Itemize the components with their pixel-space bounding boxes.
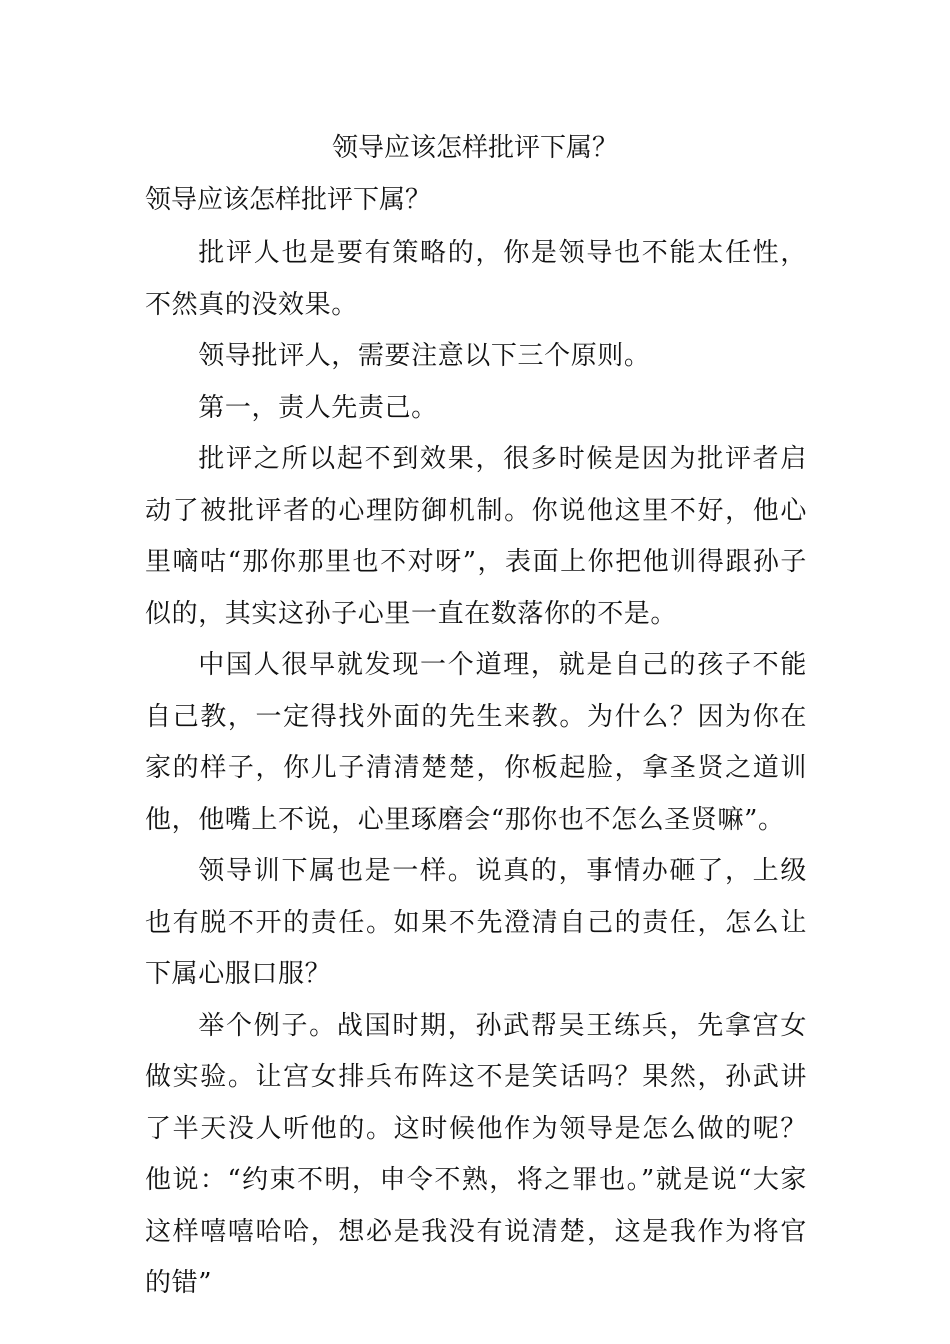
paragraph: 举个例子。战国时期，孙武帮吴王练兵，先拿宫女做实验。让宫女排兵布阵这不是笑话吗？果然，孙武讲了半天没人听他的。这时候他作为领导是怎么做的呢？他说：“约束不明，申令不熟，将之罪也。”就是说“大家这样嘻嘻哈哈，想必是我没有说清楚，这是我作为将官的错” [145, 1010, 807, 1298]
paragraph: 批评之所以起不到效果，很多时候是因为批评者启动了被批评者的心理防御机制。你说他这里不好，他心里嘀咕“那你那里也不对呀”，表面上你把他训得跟孙子似的，其实这孙子心里一直在数落你的不是。 [145, 444, 807, 629]
paragraph: 第一，责人先责己。 [198, 392, 438, 423]
paragraph: 领导批评人，需要注意以下三个原则。 [198, 341, 651, 371]
document-subtitle: 领导应该怎样批评下属？ [145, 185, 432, 215]
paragraph: 中国人很早就发现一个道理，就是自己的孩子不能自己教，一定得找外面的先生来教。为什么？因为你在家的样子，你儿子清清楚楚，你板起脸，拿圣贤之道训他，他嘴上不说，心里琢磨会“那你也不怎么圣贤嘛”。 [145, 650, 807, 835]
paragraph: 批评人也是要有策略的，你是领导也不能太任性，不然真的没效果。 [145, 238, 807, 320]
paragraph: 领导训下属也是一样。说真的，事情办砸了，上级也有脱不开的责任。如果不先澄清自己的责任，怎么让下属心服口服？ [145, 856, 807, 989]
document-body [145, 228, 807, 1310]
document-title: 领导应该怎样批评下属？ [331, 133, 618, 163]
